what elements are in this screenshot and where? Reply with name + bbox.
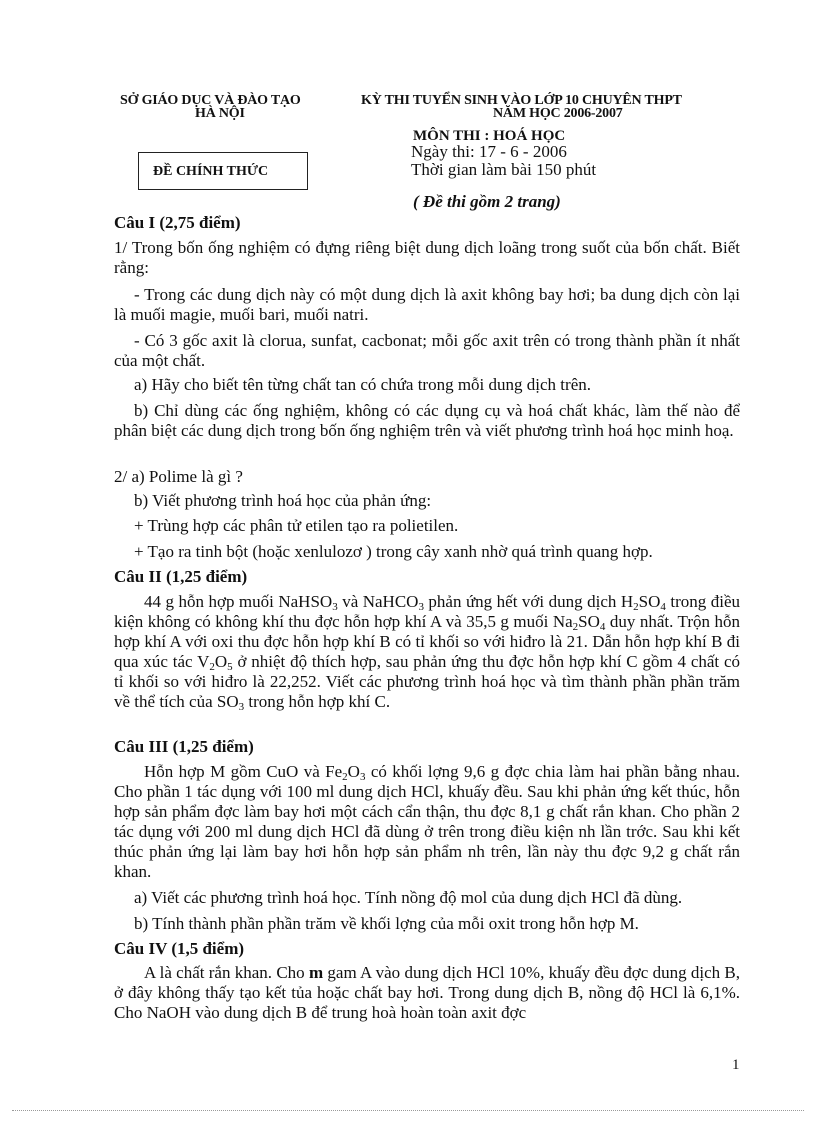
- q1-paragraph-4: a) Hãy cho biết tên từng chất tan có chứa trong mỗi dung dịch trên.: [134, 375, 591, 394]
- page-divider: [12, 1110, 804, 1111]
- city-name: HÀ NỘI: [195, 106, 245, 121]
- q1-paragraph-9: + Tạo ra tinh bột (hoặc xenlulozơ ) trong cây xanh nhờ quá trình quang hợp.: [134, 542, 653, 561]
- q1-paragraph-7: b) Viết phương trình hoá học của phản ứng:: [134, 491, 432, 510]
- q3-paragraph-2: a) Viết các phương trình hoá học. Tính nồng độ mol của dung dịch HCl đã dùng.: [134, 888, 683, 907]
- exam-date: Ngày thi: 17 - 6 - 2006: [411, 142, 567, 161]
- q1-paragraph-2: - Trong các dung dịch này có một dung dịch là axit không bay hơi; ba dung dịch còn lại là muối magie, muối bari, muối natri.: [114, 285, 740, 324]
- question-2-title: Câu II (1,25 điểm): [114, 567, 248, 586]
- q3-paragraph-3: b) Tính thành phần phần trăm về khối lợng của mỗi oxit trong hỗn hợp M.: [134, 914, 639, 933]
- q3-paragraph-1: Hỗn hợp M gồm CuO và $Fe_2O_3$ có khối lợng 9,6 g đợc chia làm hai phần bằng nhau. Cho phần 1 tác dụng với 100 ml dung dịch HCl, khuấy đều. Sau khi phản ứng kết thúc, hỗn hợp sản phẩm đợc làm bay hơi một cách cẩn thận, thu đợc 8,1 g chất rắn khan. Cho phần 2 tác dụng với 200 ml dung dịch HCl đã dùng ở trên trong điều kiện nh lần trớc. Sau khi kết thúc phản ứng lại làm bay hơi hỗn hợp sản phẩm nh trên, lần này thu đợc 9,2 g chất rắn khan.: [114, 762, 740, 881]
- exam-duration: Thời gian làm bài 150 phút: [411, 160, 597, 179]
- q1-paragraph-5: b) Chỉ dùng các ống nghiệm, không có các dụng cụ và hoá chất khác, làm thế nào để phân biệt các dung dịch trong bốn ống nghiệm trên và viết phương trình hoá học minh hoạ.: [114, 401, 740, 440]
- q1-paragraph-6: 2/ a) Polime là gì ?: [114, 467, 243, 486]
- question-3-title: Câu III (1,25 điểm): [114, 737, 254, 756]
- question-4-title: Câu IV (1,5 điểm): [114, 939, 245, 958]
- department-name: SỞ GIÁO DỤC VÀ ĐÀO TẠO: [120, 93, 301, 108]
- q1-paragraph-1: 1/ Trong bốn ống nghiệm có đựng riêng biệt dung dịch loãng trong suốt của bốn chất. Biết rằng:: [114, 238, 740, 277]
- official-exam-box: [138, 152, 308, 190]
- exam-title: KỲ THI TUYỂN SINH VÀO LỚP 10 CHUYÊN THPT: [361, 93, 682, 108]
- q1-paragraph-8: + Trùng hợp các phân tử etilen tạo ra polietilen.: [134, 516, 459, 535]
- pages-note: ( Đề thi gồm 2 trang): [413, 192, 561, 211]
- school-year: NĂM HỌC 2006-2007: [493, 106, 623, 121]
- subject-line: MÔN THI : HOÁ HỌC: [413, 128, 566, 144]
- page-number: 1: [732, 1057, 740, 1073]
- q2-paragraph: 44 g hỗn hợp muối NaHSO$_3$ và NaHCO$_3$ phản ứng hết với dung dịch $H_2SO_4$ trong điều kiện không có không khí thu đợc hỗn hợp khí A và 35,5 g muối $Na_2SO_4$ duy nhất. Trộn hỗn hợp khí A với oxi thu đợc hỗn hợp khí B có tỉ khối so với hiđro là 21. Dẫn hỗn hợp khí B đi qua xúc tác $V_2O_5$ ở nhiệt độ thích hợp, sau phản ứng thu đợc hỗn hợp khí C gồm 4 chất có tỉ khối so với hiđro là 22,252. Viết các phương trình hoá học và tìm thành phần phần trăm về thể tích của $SO_3$ trong hỗn hợp khí C.: [114, 592, 741, 713]
- official-exam-label: ĐỀ CHÍNH THỨC: [153, 164, 269, 179]
- question-1-title: Câu I (2,75 điểm): [114, 213, 241, 232]
- q1-paragraph-3: - Có 3 gốc axit là clorua, sunfat, cacbonat; mỗi gốc axit trên có trong thành phần ít nhất của một chất.: [114, 331, 740, 370]
- q4-paragraph: A là chất rắn khan. Cho m gam A vào dung dịch HCl 10%, khuấy đều đợc dung dịch B, ở đây không thấy tạo kết tủa hoặc chất bay hơi. Trong dung dịch B, nồng độ HCl là 6,1%. Cho NaOH vào dung dịch B để trung hoà hoàn toàn axit đợc: [114, 963, 740, 1022]
